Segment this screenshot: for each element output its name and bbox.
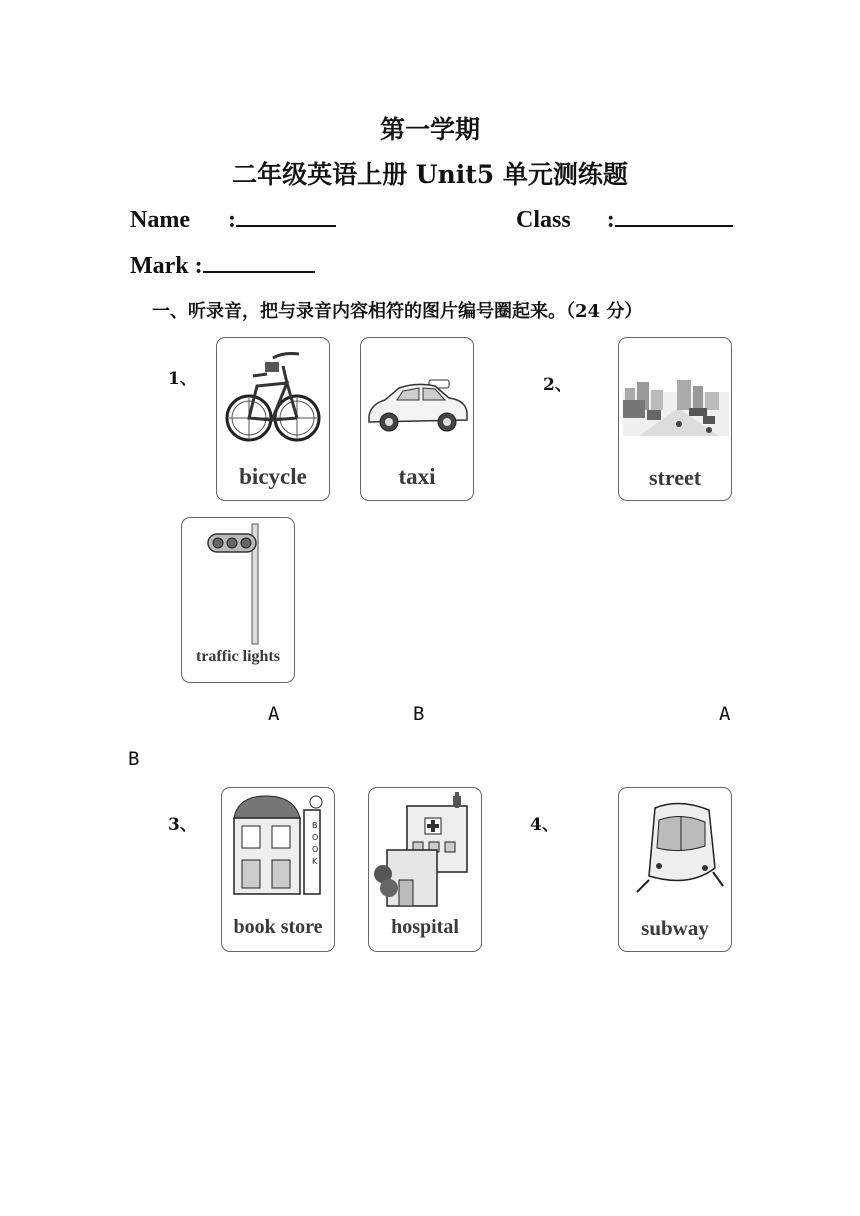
name-colon: :	[227, 207, 236, 233]
name-blank[interactable]	[236, 203, 336, 227]
card-street[interactable]	[618, 337, 732, 501]
card-traffic-lights[interactable]	[181, 517, 295, 683]
svg-text:O: O	[312, 845, 319, 854]
svg-text:O: O	[312, 833, 319, 842]
page-title: 二年级英语上册 Unit5 单元测练题	[232, 160, 628, 189]
class-label: Class	[516, 207, 571, 233]
option-b-q1[interactable]: B	[413, 703, 425, 725]
mark-label: Mark :	[130, 253, 203, 279]
card-subway[interactable]	[618, 787, 732, 952]
question-1-number: 1、	[168, 369, 197, 389]
class-colon: :	[606, 207, 615, 233]
option-a-q1[interactable]: A	[268, 703, 280, 725]
card-hospital[interactable]	[368, 787, 482, 952]
svg-text:K: K	[312, 857, 318, 866]
card-book-store[interactable]	[221, 787, 335, 952]
card-label: taxi	[398, 464, 436, 489]
question-4-number: 4、	[530, 815, 559, 835]
option-a-q2[interactable]: A	[719, 703, 731, 725]
mark-blank[interactable]	[203, 249, 315, 273]
section-one-instruction: 一、听录音，把与录音内容相符的图片编号圈起来。（24 分）	[152, 301, 643, 322]
option-b-q2[interactable]: B	[128, 748, 140, 770]
card-label: street	[648, 465, 702, 490]
question-2-number: 2、	[543, 375, 572, 395]
question-3-number: 3、	[168, 815, 197, 835]
class-blank[interactable]	[615, 203, 733, 227]
card-taxi[interactable]	[360, 337, 474, 501]
card-label: bicycle	[239, 464, 307, 489]
card-label: subway	[641, 916, 709, 940]
card-bicycle[interactable]	[216, 337, 330, 501]
card-label: traffic lights	[196, 648, 280, 665]
name-field	[130, 203, 336, 234]
card-label: book store	[233, 916, 323, 938]
card-label: hospital	[391, 916, 459, 938]
mark-field	[130, 249, 315, 280]
name-label: Name	[130, 207, 190, 233]
class-field	[516, 203, 733, 234]
semester-heading: 第一学期	[379, 115, 480, 144]
svg-text:B: B	[312, 821, 318, 830]
